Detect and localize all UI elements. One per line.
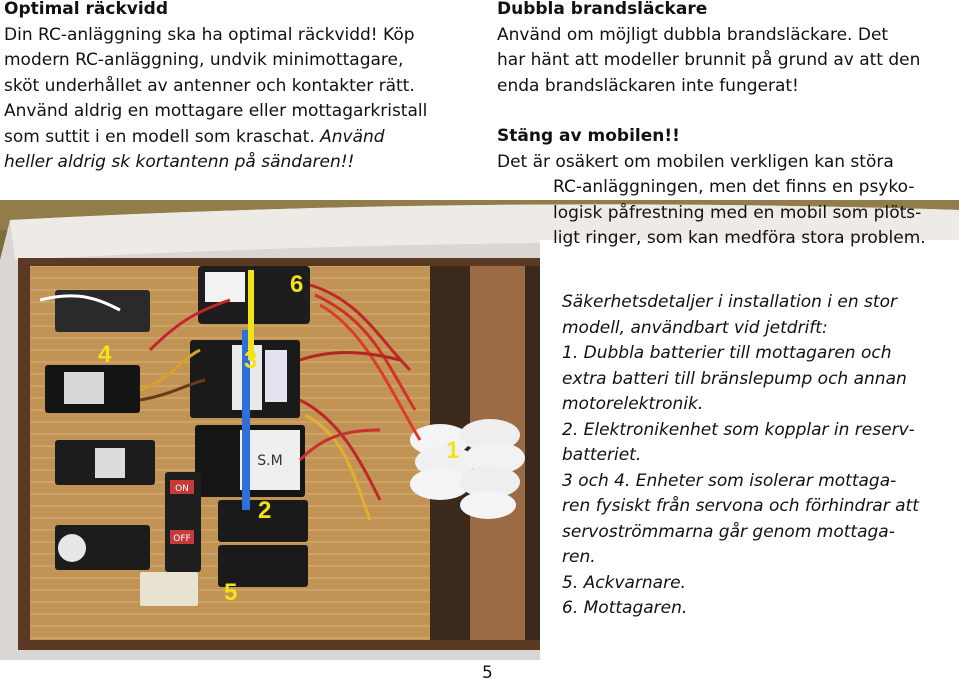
left-line: Använd aldrig en mottagare eller mottagarkristall [4,101,428,121]
callout-6: 6 [290,271,304,298]
right-text-block [497,0,959,252]
callout-1: 1 [446,437,460,464]
left-line-text: som suttit i en modell som kraschat. [4,126,315,147]
caption-line: ren. [562,547,596,567]
svg-text:ON: ON [175,484,189,494]
left-line [4,125,474,151]
caption-line: servoströmmarna går genom mottaga- [562,521,895,542]
right-line: har hänt att modeller brunnit på grund av att den [497,50,921,70]
svg-text:OFF: OFF [173,534,191,544]
s-m-label: S.M [257,453,283,469]
caption-line: batteriet. [562,445,642,465]
callout-3: 3 [244,347,258,374]
right-line: logisk påfrestning med en mobil som plöts- [553,202,922,223]
caption-line: ren fysiskt från servona och förhindrar att [562,496,919,516]
caption-line: 5. Ackvarnare. [562,572,686,593]
left-text-block [4,0,474,176]
acc-warner [140,572,198,606]
caption-line: Säkerhetsdetaljer i installation i en stor [562,292,897,312]
caption-line: 2. Elektronikenhet som kopplar in reserv- [562,419,915,440]
callout-2: 2 [258,497,272,524]
fire-extinguisher-heading: Dubbla brandsläckare [497,0,708,19]
caption-line: 3 och 4. Enheter som isolerar mottaga- [562,470,897,491]
caption-line: extra batteri till bränslepump och annan [562,368,907,389]
right-line: enda brandsläckaren inte fungerat! [497,75,799,96]
right-line: RC-anläggningen, men det finns en psyko- [553,177,915,197]
page-number: 5 [482,663,493,683]
optimal-range-heading: Optimal räckvidd [4,0,168,19]
left-line: Din RC-anläggning ska ha optimal räckvidd! Köp [4,24,415,45]
left-italic-start: Använd [314,126,385,147]
caption-line: 6. Mottagaren. [562,598,688,618]
right-line: Det är osäkert om mobilen verkligen kan störa [497,151,894,172]
left-line: modern RC-anläggning, undvik minimottagare, [4,50,404,70]
right-line: ligt ringer, som kan medföra stora problem. [553,228,926,248]
caption-line: motorelektronik. [562,394,704,414]
left-line: sköt underhållet av antenner och kontakter rätt. [4,75,415,96]
caption-line: 1. Dubbla batterier till mottagaren och [562,343,892,363]
callout-5: 5 [224,579,238,606]
mobile-phone-heading: Stäng av mobilen!! [497,126,680,146]
left-italic-line: heller aldrig sk kortantenn på sändaren!! [4,152,355,172]
right-line: Använd om möjligt dubbla brandsläckare. Det [497,24,889,45]
callout-4: 4 [98,341,112,368]
photo-caption [562,290,959,622]
caption-line: modell, användbart vid jetdrift: [562,317,828,338]
